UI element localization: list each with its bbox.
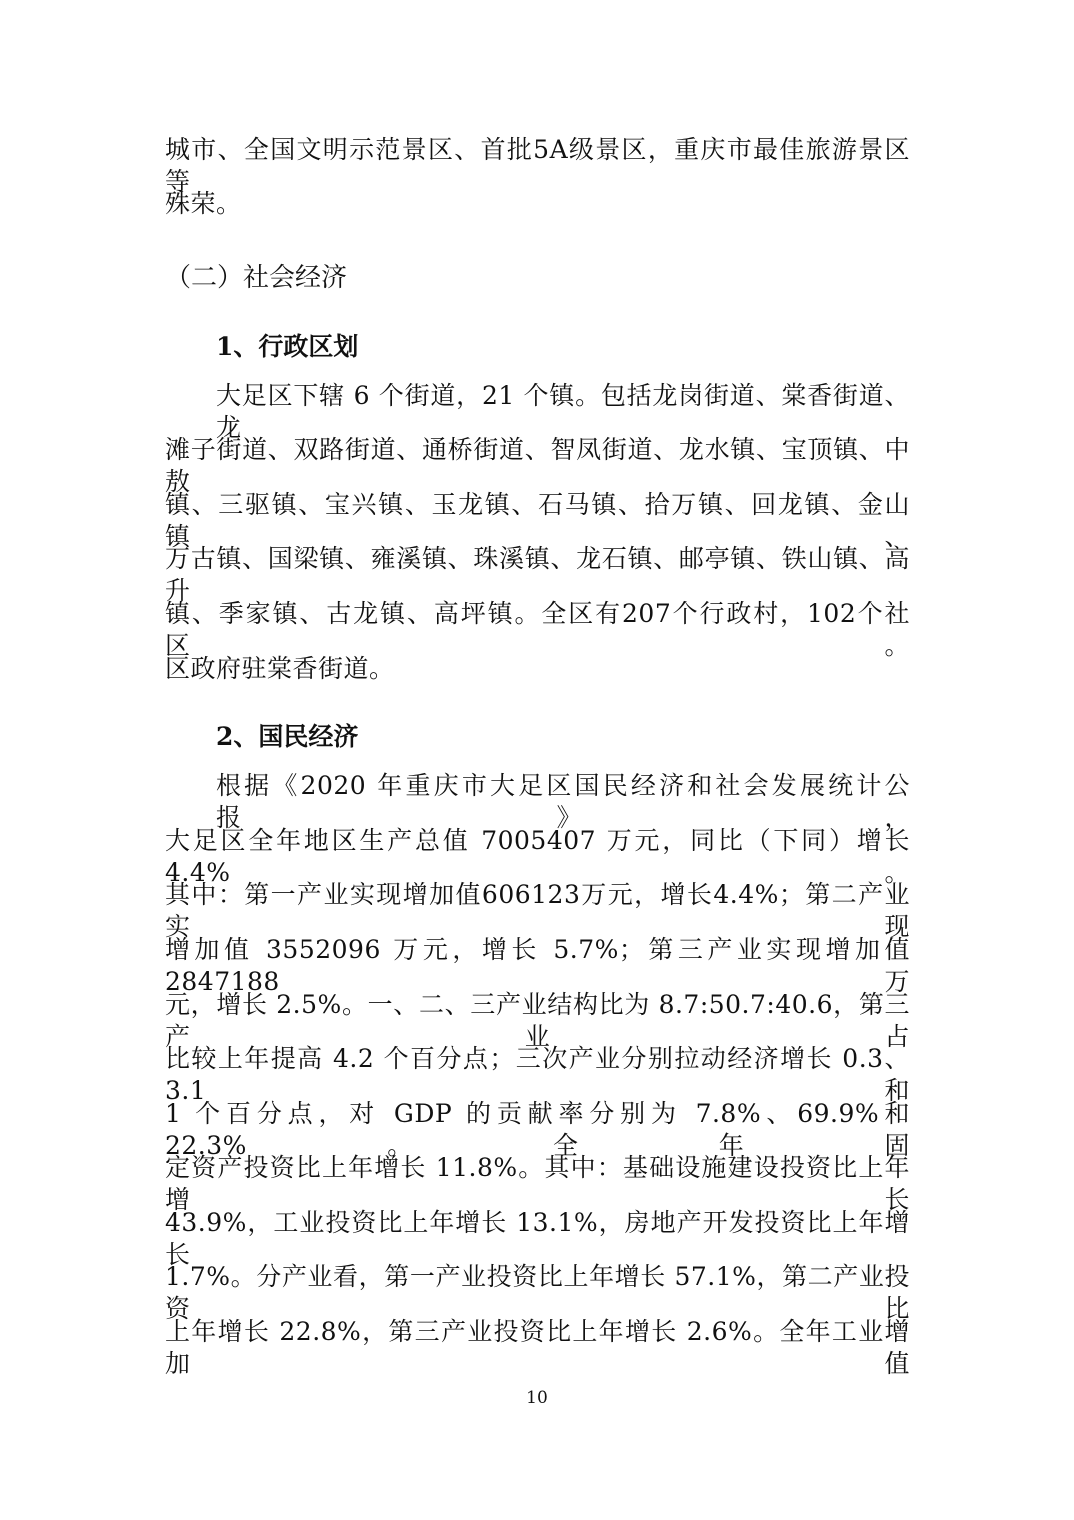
- body-text-line: 上年增长 22.8%，第三产业投资比上年增长 2.6%。全年工业增加值: [165, 1317, 910, 1378]
- body-text-line: 1 个百分点，对 GDP 的贡献率分别为 7.8%、69.9%和 22.3%。全年固: [165, 1099, 910, 1160]
- body-text-line: 定资产投资比上年增长 11.8%。其中：基础设施建设投资比上年增长: [165, 1153, 910, 1214]
- body-text-line: 比较上年提高 4.2 个百分点；三次产业分别拉动经济增长 0.3、3.1 和: [165, 1044, 910, 1105]
- body-text-line: 43.9%，工业投资比上年增长 13.1%，房地产开发投资比上年增长: [165, 1208, 910, 1269]
- body-text-line: 滩子街道、双路街道、通桥街道、智凤街道、龙水镇、宝顶镇、中敖: [165, 435, 910, 496]
- body-text-line: 镇、三驱镇、宝兴镇、玉龙镇、石马镇、拾万镇、回龙镇、金山镇、: [165, 490, 910, 551]
- body-text-line: 殊荣。: [165, 189, 242, 218]
- body-text-line: 大足区全年地区生产总值 7005407 万元，同比（下同）增长 4.4%。: [165, 826, 910, 887]
- body-text-line: 其中：第一产业实现增加值606123万元，增长4.4%；第二产业实现: [165, 880, 910, 941]
- body-text-line: 大足区下辖 6 个街道，21 个镇。包括龙岗街道、棠香街道、龙: [216, 381, 910, 442]
- page-number: 10: [526, 1388, 548, 1408]
- body-text-line: 1.7%。分产业看，第一产业投资比上年增长 57.1%，第二产业投资比: [165, 1262, 910, 1323]
- body-text-line: 镇、季家镇、古龙镇、高坪镇。全区有207个行政村，102个社区。: [165, 599, 910, 660]
- subsection-heading: 1、行政区划: [216, 332, 359, 361]
- body-text-line: 万古镇、国梁镇、雍溪镇、珠溪镇、龙石镇、邮亭镇、铁山镇、高升: [165, 544, 910, 605]
- body-text-line: 元，增长 2.5%。一、二、三产业结构比为 8.7:50.7:40.6，第三产业占: [165, 990, 910, 1051]
- body-text-line: 增加值 3552096 万元，增长 5.7%；第三产业实现增加值 2847188 万: [165, 935, 910, 996]
- section-heading: （二）社会经济: [165, 263, 348, 293]
- body-text-line: 根据《2020 年重庆市大足区国民经济和社会发展统计公报》，: [216, 771, 910, 832]
- subsection-heading: 2、国民经济: [216, 722, 359, 751]
- body-text-line: 城市、全国文明示范景区、首批5A级景区，重庆市最佳旅游景区等: [165, 135, 910, 196]
- body-text-line: 区政府驻棠香街道。: [165, 654, 395, 683]
